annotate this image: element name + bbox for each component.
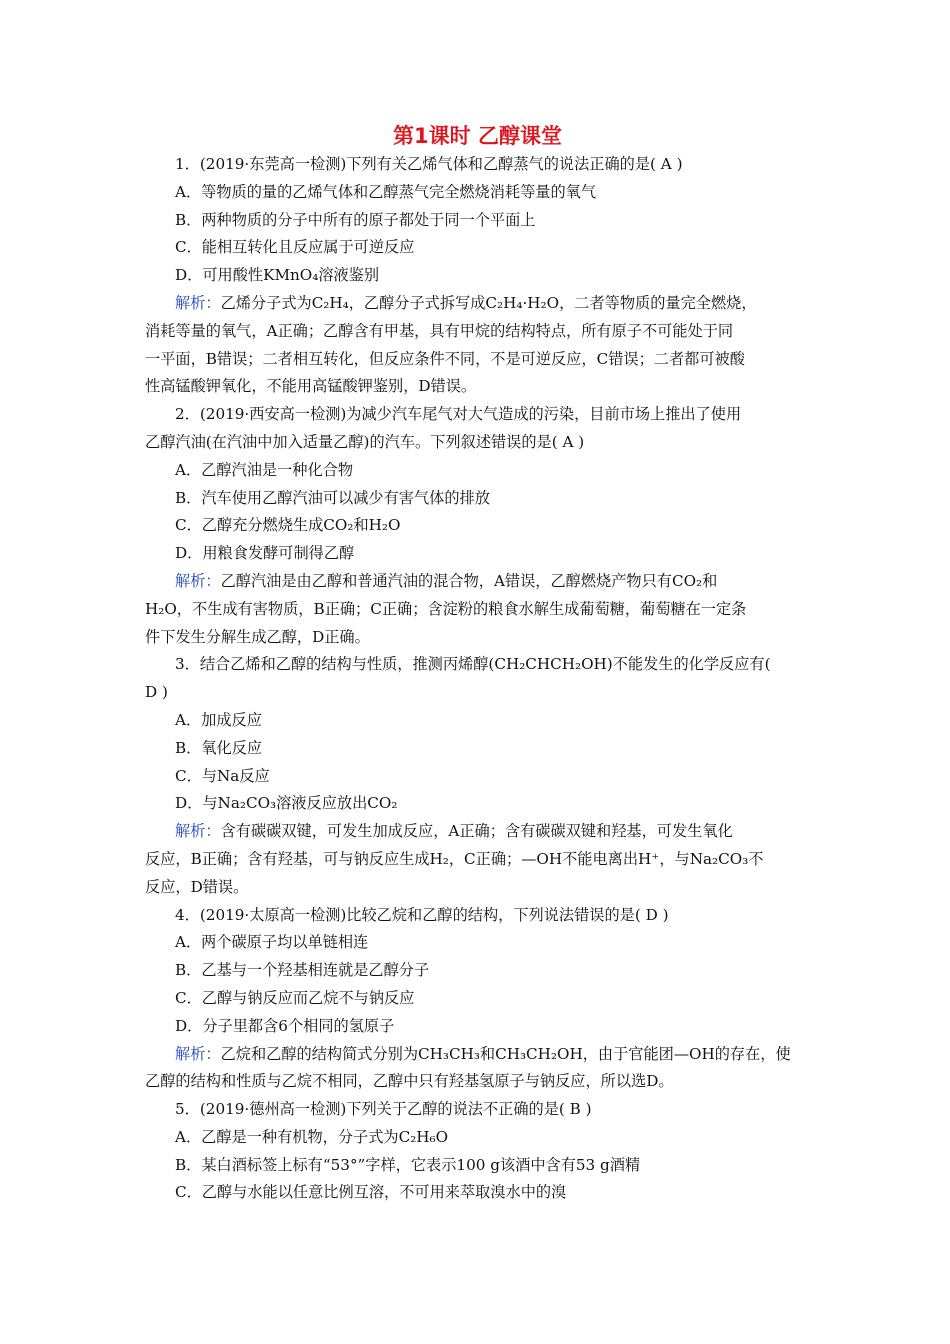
option-b: B．氧化反应 [175,738,263,757]
option-b: B．两种物质的分子中所有的原子都处于同一个平面上 [175,210,536,229]
question-stem: 4．(2019·太原高一检测)比较乙烷和乙醇的结构，下列说法错误的是( D ) [175,905,669,924]
analysis-line: 乙醇的结构和性质与乙烷不相同，乙醇中只有羟基氢原子与钠反应，所以选D。 [145,1072,674,1091]
option-b: B．乙基与一个羟基相连就是乙醇分子 [175,961,430,980]
analysis-line [145,568,810,596]
option-b: B．汽车使用乙醇汽油可以减少有害气体的排放 [175,488,490,507]
analysis-line: 件下发生分解生成乙醇，D正确。 [145,627,370,646]
document-page [145,122,810,1207]
analysis-label: 解析： [175,571,221,590]
analysis-line: H₂O，不生成有害物质，B正确；C正确；含淀粉的粮食水解生成葡萄糖，葡萄糖在一定条 [145,599,747,618]
analysis-line [145,818,810,846]
option-d: D．分子里都含6个相同的氢原子 [175,1016,395,1035]
option-c: C．乙醇充分燃烧生成CO₂和H₂O [175,516,401,535]
analysis-line [145,290,810,318]
question-stem: 乙醇汽油(在汽油中加入适量乙醇)的汽车。下列叙述错误的是( A ) [145,432,585,451]
option-c: C．乙醇与水能以任意比例互溶，不可用来萃取溴水中的溴 [175,1183,567,1202]
analysis-line: 消耗等量的氧气，A正确；乙醇含有甲基，具有甲烷的结构特点，所有原子不可能处于同 [145,321,734,340]
question-2 [145,401,810,651]
question-stem: D ) [145,683,168,702]
option-a: A．乙醇是一种有机物，分子式为C₂H₆O [175,1127,449,1146]
analysis-line [145,1041,810,1069]
analysis-text: 乙醇汽油是由乙醇和普通汽油的混合物，A错误，乙醇燃烧产物只有CO₂和 [220,571,718,590]
analysis-label: 解析： [175,822,221,841]
option-d: D．用粮食发酵可制得乙醇 [175,544,355,563]
page-title: 第1课时 乙醇课堂 [393,124,562,148]
analysis-line: 反应，D错误。 [145,877,249,896]
option-a: A．两个碳原子均以单链相连 [175,933,369,952]
option-c: C．能相互转化且反应属于可逆反应 [175,238,415,257]
analysis-line: 一平面，B错误；二者相互转化，但反应条件不同，不是可逆反应，C错误；二者都可被酸 [145,349,745,368]
option-a: A．乙醇汽油是一种化合物 [175,460,354,479]
question-stem: 2．(2019·西安高一检测)为减少汽车尾气对大气造成的污染，目前市场上推出了使用 [175,405,742,424]
option-a: A．加成反应 [175,710,262,729]
question-1 [145,151,810,401]
question-5 [145,1096,810,1207]
option-d: D．与Na₂CO₃溶液反应放出CO₂ [175,794,398,813]
analysis-line: 性高锰酸钾氧化，不能用高锰酸钾鉴别，D错误。 [145,377,477,396]
question-4 [145,902,810,1097]
analysis-line: 反应，B正确；含有羟基，可与钠反应生成H₂，C正确；—OH不能电离出H⁺，与Na₂CO₃不 [145,849,764,868]
option-b: B．某白酒标签上标有“53°”字样，它表示100 g该酒中含有53 g酒精 [175,1155,641,1174]
option-c: C．与Na反应 [175,766,270,785]
analysis-label: 解析： [175,1044,221,1063]
option-c: C．乙醇与钠反应而乙烷不与钠反应 [175,988,415,1007]
analysis-label: 解析： [175,293,221,312]
question-3 [145,651,810,901]
question-stem: 3．结合乙烯和乙醇的结构与性质，推测丙烯醇(CH₂CHCH₂OH)不能发生的化学反应有( [175,655,771,674]
option-d: D．可用酸性KMnO₄溶液鉴别 [175,266,380,285]
analysis-text: 乙烷和乙醇的结构简式分别为CH₃CH₃和CH₃CH₂OH，由于官能团—OH的存在，使 [220,1044,791,1063]
option-a: A．等物质的量的乙烯气体和乙醇蒸气完全燃烧消耗等量的氧气 [175,182,597,201]
question-stem: 1．(2019·东莞高一检测)下列有关乙烯气体和乙醇蒸气的说法正确的是( A ) [175,155,683,173]
question-stem: 5．(2019·德州高一检测)下列关于乙醇的说法不正确的是( B ) [175,1100,592,1119]
analysis-text: 含有碳碳双键，可发生加成反应，A正确；含有碳碳双键和羟基，可发生氧化 [220,822,733,841]
analysis-text: 乙烯分子式为C₂H₄，乙醇分子式拆写成C₂H₄·H₂O，二者等物质的量完全燃烧， [220,293,757,312]
